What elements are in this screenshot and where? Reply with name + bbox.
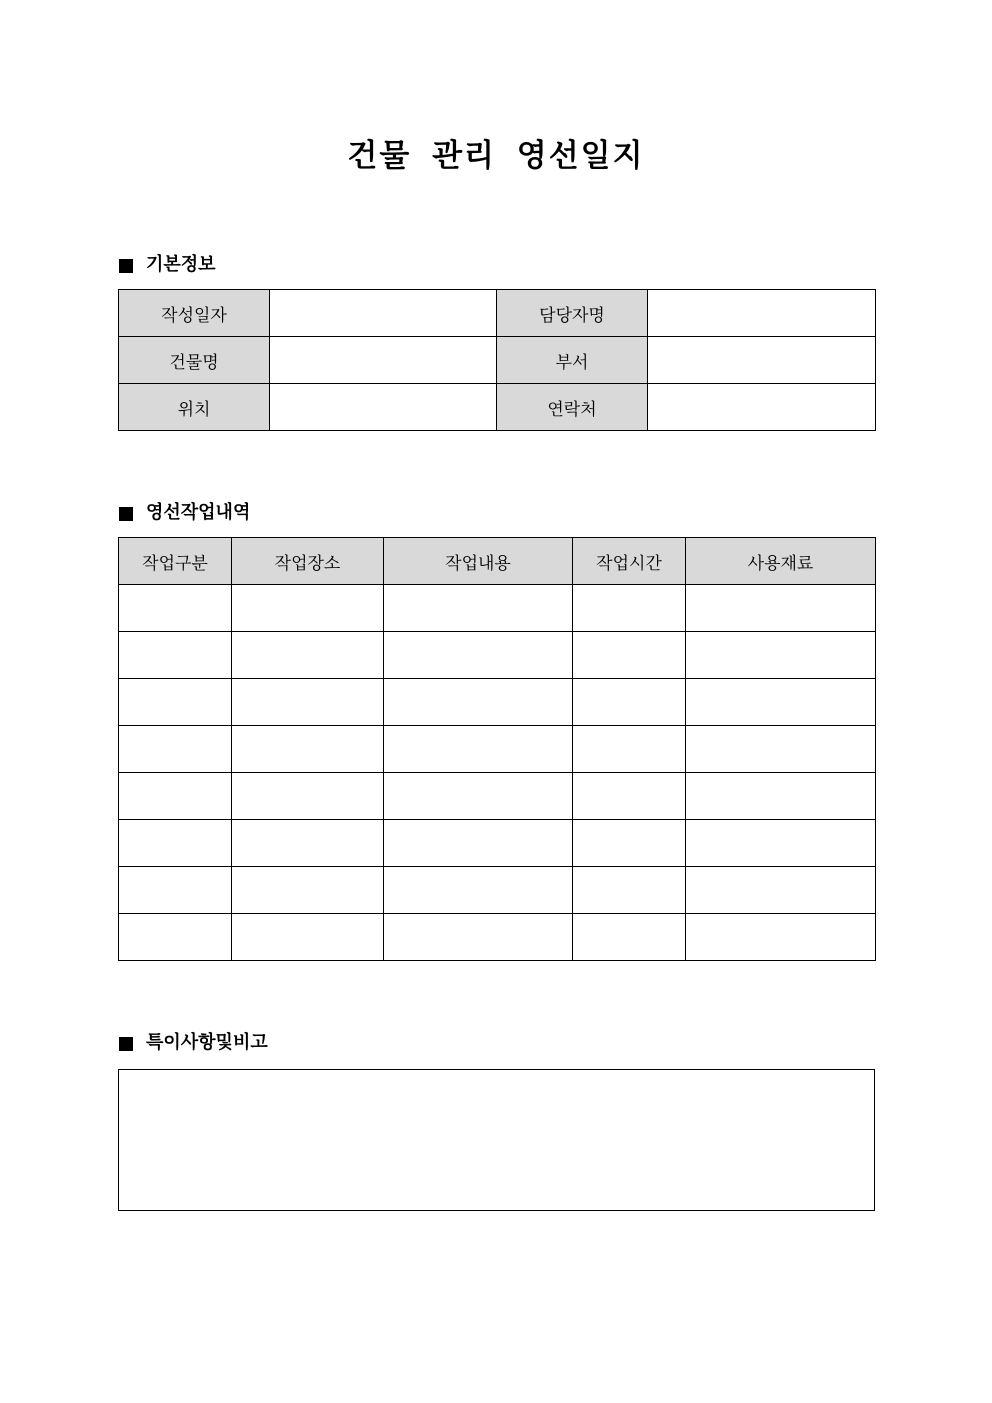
work-type-cell[interactable] bbox=[119, 585, 232, 632]
table-row bbox=[119, 773, 876, 820]
materials-cell[interactable] bbox=[686, 914, 876, 961]
table-row bbox=[119, 914, 876, 961]
column-header-work-type: 작업구분 bbox=[119, 538, 232, 585]
work-time-cell[interactable] bbox=[573, 726, 686, 773]
table-row bbox=[119, 585, 876, 632]
work-content-cell[interactable] bbox=[384, 726, 573, 773]
black-square-icon bbox=[119, 259, 133, 273]
basic-info-heading bbox=[119, 253, 216, 277]
remarks-heading-label: 특이사항및비고 bbox=[146, 1032, 268, 1053]
location-field[interactable] bbox=[270, 384, 497, 431]
work-content-cell[interactable] bbox=[384, 679, 573, 726]
table-row bbox=[119, 384, 876, 431]
table-header-row bbox=[119, 538, 876, 585]
column-header-work-content: 작업내용 bbox=[384, 538, 573, 585]
contact-field[interactable] bbox=[648, 384, 876, 431]
work-type-cell[interactable] bbox=[119, 867, 232, 914]
column-header-materials: 사용재료 bbox=[686, 538, 876, 585]
table-row bbox=[119, 337, 876, 384]
work-place-cell[interactable] bbox=[232, 820, 384, 867]
materials-cell[interactable] bbox=[686, 773, 876, 820]
remarks-field[interactable] bbox=[118, 1069, 875, 1211]
basic-info-heading-label: 기본정보 bbox=[146, 254, 216, 275]
work-place-cell[interactable] bbox=[232, 726, 384, 773]
work-place-cell[interactable] bbox=[232, 773, 384, 820]
department-field[interactable] bbox=[648, 337, 876, 384]
column-header-work-place: 작업장소 bbox=[232, 538, 384, 585]
work-place-cell[interactable] bbox=[232, 632, 384, 679]
materials-cell[interactable] bbox=[686, 632, 876, 679]
materials-cell[interactable] bbox=[686, 867, 876, 914]
work-type-cell[interactable] bbox=[119, 679, 232, 726]
date-label: 작성일자 bbox=[119, 290, 270, 337]
materials-cell[interactable] bbox=[686, 585, 876, 632]
work-time-cell[interactable] bbox=[573, 773, 686, 820]
work-type-cell[interactable] bbox=[119, 914, 232, 961]
work-time-cell[interactable] bbox=[573, 867, 686, 914]
work-content-cell[interactable] bbox=[384, 820, 573, 867]
work-place-cell[interactable] bbox=[232, 914, 384, 961]
work-time-cell[interactable] bbox=[573, 585, 686, 632]
work-time-cell[interactable] bbox=[573, 632, 686, 679]
basic-info-table bbox=[118, 289, 876, 431]
work-content-cell[interactable] bbox=[384, 585, 573, 632]
column-header-work-time: 작업시간 bbox=[573, 538, 686, 585]
materials-cell[interactable] bbox=[686, 679, 876, 726]
work-content-cell[interactable] bbox=[384, 914, 573, 961]
work-content-cell[interactable] bbox=[384, 867, 573, 914]
table-row bbox=[119, 632, 876, 679]
work-type-cell[interactable] bbox=[119, 632, 232, 679]
location-label: 위치 bbox=[119, 384, 270, 431]
table-row bbox=[119, 726, 876, 773]
table-row bbox=[119, 820, 876, 867]
black-square-icon bbox=[119, 507, 133, 521]
contact-label: 연락처 bbox=[497, 384, 648, 431]
work-time-cell[interactable] bbox=[573, 679, 686, 726]
materials-cell[interactable] bbox=[686, 726, 876, 773]
table-row bbox=[119, 290, 876, 337]
work-content-cell[interactable] bbox=[384, 632, 573, 679]
date-field[interactable] bbox=[270, 290, 497, 337]
work-type-cell[interactable] bbox=[119, 820, 232, 867]
black-square-icon bbox=[119, 1037, 133, 1051]
work-type-cell[interactable] bbox=[119, 726, 232, 773]
work-log-heading bbox=[119, 501, 250, 525]
work-place-cell[interactable] bbox=[232, 679, 384, 726]
work-log-heading-label: 영선작업내역 bbox=[146, 502, 251, 523]
remarks-heading bbox=[119, 1031, 268, 1055]
department-label: 부서 bbox=[497, 337, 648, 384]
work-time-cell[interactable] bbox=[573, 914, 686, 961]
manager-name-label: 담당자명 bbox=[497, 290, 648, 337]
building-name-field[interactable] bbox=[270, 337, 497, 384]
work-place-cell[interactable] bbox=[232, 585, 384, 632]
manager-name-field[interactable] bbox=[648, 290, 876, 337]
work-place-cell[interactable] bbox=[232, 867, 384, 914]
building-name-label: 건물명 bbox=[119, 337, 270, 384]
work-log-table bbox=[118, 537, 876, 961]
work-time-cell[interactable] bbox=[573, 820, 686, 867]
table-row bbox=[119, 679, 876, 726]
work-content-cell[interactable] bbox=[384, 773, 573, 820]
page-title: 건물 관리 영선일지 bbox=[347, 138, 645, 174]
materials-cell[interactable] bbox=[686, 820, 876, 867]
work-type-cell[interactable] bbox=[119, 773, 232, 820]
table-row bbox=[119, 867, 876, 914]
